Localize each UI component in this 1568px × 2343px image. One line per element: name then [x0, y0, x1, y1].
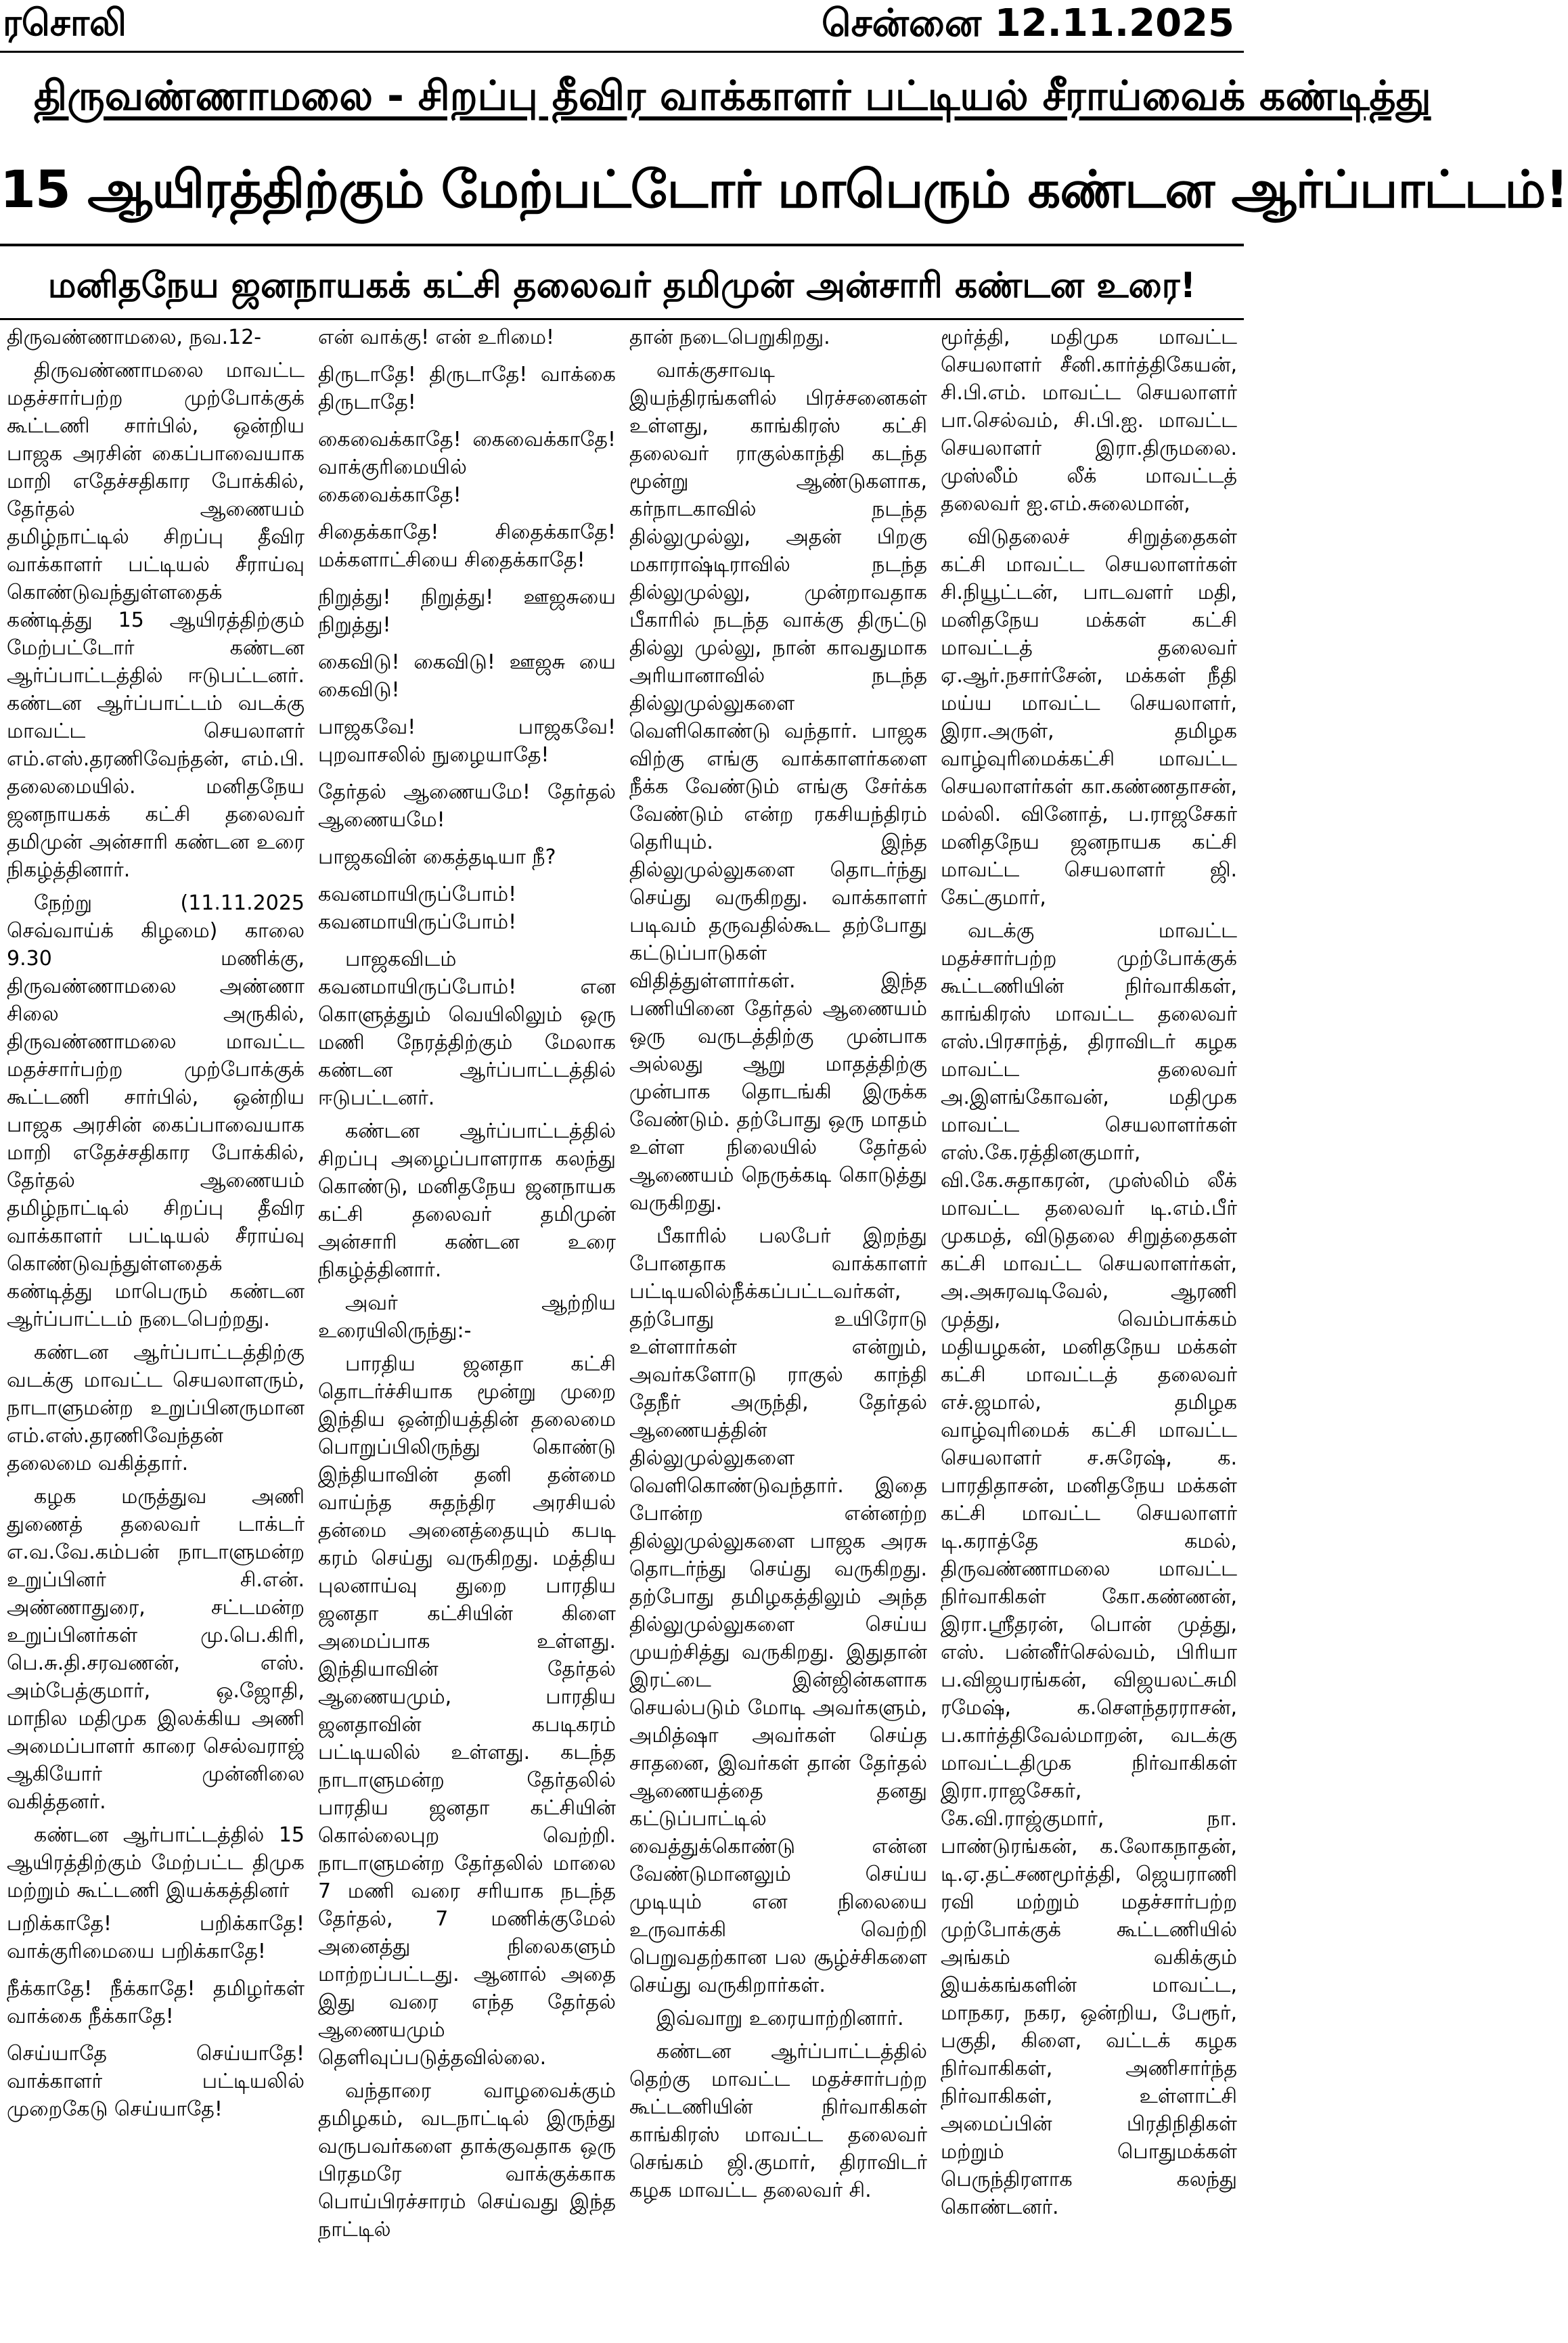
article-paragraph: நேற்று (11.11.2025 செவ்வாய்க் கிழமை) காலை 9.30 மணிக்கு, திருவண்ணாமலை அண்ணா சிலை அருகில், திருவண்ணாமலை மாவட்ட மதச்சார்பற்ற முற்போக்குக் கூட்டணி சார்பில், ஒன்றிய பாஜக அரசின் கைப்பாவையாக மாறி எதேச்சதிகார போக்கில், தேர்தல் ஆணையம் தமிழ்நாட்டில் சிறப்பு தீவிர வாக்காளர் பட்டியல் சீராய்வு கொண்டுவந்துள்ளதைக் கண்டித்து மாபெரும் கண்டன ஆர்ப்பாட்டம் நடைபெற்றது.	[7, 891, 305, 1331]
slogan: செய்யாதே செய்யாதே! வாக்காளர் பட்டியலில் முறைகேடு செய்யாதே!	[7, 2042, 305, 2121]
kicker-headline: திருவண்ணாமலை - சிறப்பு தீவிர வாக்காளர் பட்டியல் சீராய்வைக் கண்டித்து	[34, 72, 1431, 120]
slogan: பறிக்காதே! பறிக்காதே! வாக்குரிமையை பறிக்காதே!	[7, 1912, 305, 1963]
article-paragraph: வடக்கு மாவட்ட மதச்சார்பற்ற முற்போக்குக் கூட்டணியின் நிர்வாகிகள், காங்கிரஸ் மாவட்ட தலைவர் எஸ்.பிரசாந்த், திராவிடர் கழக மாவட்ட தலைவர் அ.இளங்கோவன், மதிமுக மாவட்ட செயலாளர்கள் எஸ்.கே.ரத்தினகுமார், வி.கே.சுதாகரன், முஸ்லிம் லீக் மாவட்ட தலைவர் டி.எம்.பீர் முகமத், விடுதலை சிறுத்தைகள் கட்சி மாவட்ட செயலாளர்கள், அ.அசுரவடிவேல், ஆரணி முத்து, வெம்பாக்கம் மதியழகன், மனிதநேய மக்கள் கட்சி மாவட்டத் தலைவர் எச்.ஜமால், தமிழக வாழ்வுரிமைக் கட்சி மாவட்ட செயலாளர் ச.சுரேஷ், க. பாரதிதாசன், மனிதநேய மக்கள் கட்சி மாவட்ட செயலாளர் டி.கராத்தே கமல், திருவண்ணாமலை மாவட்ட நிர்வாகிகள் கோ.கண்ணன், இரா.ஸ்ரீதரன், பொன் முத்து, எஸ். பன்னீர்செல்வம், பிரியா ப.விஜயரங்கன், விஜயலட்சுமி ரமேஷ், க.சௌந்தரராசன், ப.கார்த்திவேல்மாறன், வடக்கு மாவட்டதிமுக நிர்வாகிகள் இரா.ராஜசேகர், கே.வி.ராஜ்குமார், நா. பாண்டுரங்கன், க.லோகநாதன், டி.ஏ.தட்சணமூர்த்தி, ஜெயராணி ரவி மற்றும் மதச்சார்பற்ற முற்போக்குக் கூட்டணியில் அங்கம் வகிக்கும் இயக்கங்களின் மாவட்ட, மாநகர, நகர, ஒன்றிய, பேரூர், பகுதி, கிளை, வட்டக் கழக நிர்வாகிகள், அணிசார்ந்த நிர்வாகிகள், உள்ளாட்சி அமைப்பின் பிரதிநிதிகள் மற்றும் பொதுமக்கள் பெருந்திரளாக கலந்து கொண்டனர்.	[941, 919, 1237, 2219]
slogan: தேர்தல் ஆணையமே! தேர்தல் ஆணையமே!	[318, 780, 616, 832]
slogan: நிறுத்து! நிறுத்து! ஊஜசுயை நிறுத்து!	[318, 585, 616, 637]
subhead-rule	[0, 318, 1244, 320]
slogan: பாஜகவின் கைத்தடியா நீ?	[318, 845, 556, 869]
article-body	[0, 323, 1244, 2340]
headline-rule	[0, 244, 1244, 246]
article-paragraph: கண்டன ஆர்ப்பாட்டத்தில் சிறப்பு அழைப்பாளராக கலந்து கொண்டு, மனிதநேய ஜனநாயக கட்சி தலைவர் தமிமுன் அன்சாரி கண்டன உரை நிகழ்த்தினார்.	[318, 1119, 616, 1282]
article-paragraph: தான் நடைபெறுகிறது.	[629, 326, 830, 349]
article-paragraph: விடுதலைச் சிறுத்தைகள் கட்சி மாவட்ட செயலாளர்கள் சி.நியூட்டன், பாடவளர் மதி, மனிதநேய மக்கள் கட்சி மாவட்டத் தலைவர் ஏ.ஆர்.நசார்சேன், மக்கள் நீதி மய்ய மாவட்ட செயலாளர், இரா.அருள், தமிழக வாழ்வுரிமைக்கட்சி மாவட்ட செயலாளர்கள் கா.கண்ணதாசன், மல்லி. வினோத், ப.ராஜசேகர் மனிதநேய ஜனநாயக கட்சி மாவட்ட செயலாளர் ஜி. கேட்குமார்,	[941, 525, 1237, 910]
slogan: கைவைக்காதே! கைவைக்காதே! வாக்குரிமையில் கைவைக்காதே!	[318, 428, 616, 507]
slogan: நீக்காதே! நீக்காதே! தமிழர்கள் வாக்கை நீக்காதே!	[7, 1977, 305, 2028]
article-paragraph: வாக்குசாவடி இயந்திரங்களில் பிரச்சனைகள் உள்ளது, காங்கிரஸ் கட்சி தலைவர் ராகுல்காந்தி கடந்த மூன்று ஆண்டுகளாக, கர்நாடகாவில் நடந்த தில்லுமுல்லு, அதன் பிறகு மகாராஷ்டிராவில் நடந்த தில்லுமுல்லு, முன்றாவதாக பீகாரில் நடந்த வாக்கு திருட்டு தில்லு முல்லு, நான் காவதுமாக அரியானாவில் நடந்த தில்லுமுல்லுகளை வெளிகொண்டு வந்தார். பாஜக விற்கு எங்கு வாக்காளர்களை நீக்க வேண்டும் எங்கு சேர்க்க வேண்டும் என்ற ரகசியந்திரம் தெரியும். இந்த தில்லுமுல்லுகளை தொடர்ந்து செய்து வருகிறது. வாக்காளர் படிவம் தருவதில்கூட தற்போது கட்டுப்பாடுகள் விதித்துள்ளார்கள். இந்த பணியினை தேர்தல் ஆணையம் ஒரு வருடத்திற்கு முன்பாக அல்லது ஆறு மாதத்திற்கு முன்பாக தொடங்கி இருக்க வேண்டும். தற்போது ஒரு மாதம் உள்ள நிலையில் தேர்தல் ஆணையம் நெருக்கடி கொடுத்து வருகிறது.	[629, 359, 927, 1215]
slogan: பாஜகவே! பாஜகவே! புறவாசலில் நுழையாதே!	[318, 715, 616, 767]
article-paragraph: பீகாரில் பலபேர் இறந்து போனதாக வாக்காளர் பட்டியலில்நீக்கப்பட்டவர்கள், தற்போது உயிரோடு உள்ளார்கள் என்றும், அவர்களோடு ராகுல் காந்தி தேநீர் அருந்தி, தேர்தல் ஆணையத்தின் தில்லுமுல்லுகளை வெளிகொண்டுவந்தார். இதை போன்ற என்னற்ற தில்லுமுல்லுகளை பாஜக அரசு தொடர்ந்து செய்து வருகிறது. தற்போது தமிழகத்திலும் அந்த தில்லுமுல்லுகளை செய்ய முயற்சித்து வருகிறது. இதுதான் இரட்டை இன்ஜின்களாக செயல்படும் மோடி அவர்களும், அமித்ஷா அவர்கள் செய்த சாதனை, இவர்கள் தான் தேர்தல் ஆணையத்தை தனது கட்டுப்பாட்டில் வைத்துக்கொண்டு என்ன வேண்டுமானலும் செய்ய முடியும் என நிலையை உருவாக்கி வெற்றி பெறுவதற்கான பல சூழ்ச்சிகளை செய்து வருகிறார்கள்.	[629, 1224, 927, 1997]
article-paragraph: பாரதிய ஜனதா கட்சி தொடர்ச்சியாக மூன்று முறை இந்திய ஒன்றியத்தின் தலைமை பொறுப்பிலிருந்து கொண்டு இந்தியாவின் தனி தன்மை வாய்ந்த சுதந்திர அரசியல் தன்மை அனைத்தையும் கபடி கரம் செய்து வருகிறது. மத்திய புலனாய்வு துறை பாரதிய ஜனதா கட்சியின் கிளை அமைப்பாக உள்ளது. இந்தியாவின் தேர்தல் ஆணையமும், பாரதிய ஜனதாவின் கபடிகரம் பட்டியலில் உள்ளது. கடந்த நாடாளுமன்ற தேர்தலில் பாரதிய ஜனதா கட்சியின் கொல்லைபுற வெற்றி. நாடாளுமன்ற தேர்தலில் மாலை 7 மணி வரை சரியாக நடந்த தேர்தல், 7 மணிக்குமேல் அனைத்து நிலைகளும் மாற்றப்பட்டது. ஆனால் அதை இது வரை எந்த தேர்தல் ஆணையமும் தெளிவுப்படுத்தவில்லை.	[318, 1352, 616, 2070]
slogan: கைவிடு! கைவிடு! ஊஜசு யை கைவிடு!	[318, 650, 616, 702]
masthead	[0, 0, 1244, 53]
article-paragraph: பாஜகவிடம் கவனமாயிருப்போம்! என கொளுத்தும் வெயிலிலும் ஒரு மணி நேரத்திற்கும் மேலாக கண்டன ஆர்ப்பாட்டத்தில் ஈடுபட்டனர்.	[318, 947, 616, 1110]
article-paragraph: மூர்த்தி, மதிமுக மாவட்ட செயலாளர் சீனி.கார்த்திகேயன், சி.பி.எம். மாவட்ட செயலாளர் பா.செல்வம், சி.பி.ஐ. மாவட்ட செயலாளர் இரா.திருமலை. முஸ்லீம் லீக் மாவட்டத் தலைவர் ஐ.எம்.சுலைமான்,	[941, 326, 1237, 516]
article-paragraph: கழக மருத்துவ அணி துணைத் தலைவர் டாக்டர் எ.வ.வே.கம்பன் நாடாளுமன்ற உறுப்பினர் சி.என். அண்ணாதுரை, சட்டமன்ற உறுப்பினர்கள் மு.பெ.கிரி, பெ.சு.தி.சரவணன், எஸ். அம்பேத்குமார், ஒ.ஜோதி, மாநில மதிமுக இலக்கிய அணி அமைப்பாளர் காரை செல்வராஜ் ஆகியோர் முன்னிலை வகித்தனர்.	[7, 1485, 305, 1814]
subheadline: மனிதநேய ஜனநாயகக் கட்சி தலைவர் தமிமுன் அன்சாரி கண்டன உரை!	[47, 265, 1196, 306]
main-headline: 15 ஆயிரத்திற்கும் மேற்பட்டோர் மாபெரும் கண்டன ஆர்ப்பாட்டம்!	[0, 159, 1568, 219]
article-paragraph: திருவண்ணாமலை மாவட்ட மதச்சார்பற்ற முற்போக்குக் கூட்டணி சார்பில், ஒன்றிய பாஜக அரசின் கைப்பாவையாக மாறி எதேச்சதிகார போக்கில், தேர்தல் ஆணையம் தமிழ்நாட்டில் சிறப்பு தீவிர வாக்காளர் பட்டியல் சீராய்வு கொண்டுவந்துள்ளதைக் கண்டித்து 15 ஆயிரத்திற்கும் மேற்பட்டோர் கண்டன ஆர்ப்பாட்டத்தில் ஈடுபட்டனர். கண்டன ஆர்ப்பாட்டம் வடக்கு மாவட்ட செயலாளர் எம்.எஸ்.தரணிவேந்தன், எம்.பி. தலைமையில். மனிதநேய ஜனநாயகக் கட்சி தலைவர் தமிமுன் அன்சாரி கண்டன உரை நிகழ்த்தினார்.	[7, 359, 305, 882]
article-paragraph: அவர் ஆற்றிய உரையிலிருந்து:-	[318, 1291, 616, 1343]
slogan: சிதைக்காதே! சிதைக்காதே! மக்களாட்சியை சிதைக்காதே!	[318, 520, 616, 572]
dateline-paragraph: திருவண்ணாமலை, நவ.12-	[7, 326, 262, 349]
article-column-3	[623, 323, 934, 2340]
article-column-4	[934, 323, 1244, 2340]
article-paragraph: கண்டன ஆர்ப்பாட்டத்தில் தெற்கு மாவட்ட மதச்சார்பற்ற கூட்டணியின் நிர்வாகிகள் காங்கிரஸ் மாவட்ட தலைவர் செங்கம் ஜி.குமார், திராவிடர் கழக மாவட்ட தலைவர் சி.	[629, 2040, 927, 2202]
publication-name: ரசொலி	[3, 1, 127, 44]
article-column-2	[311, 323, 623, 2340]
article-paragraph: இவ்வாறு உரையாற்றினார்.	[656, 2007, 904, 2030]
dateline: சென்னை 12.11.2025	[822, 1, 1234, 45]
slogan: என் வாக்கு! என் உரிமை!	[318, 326, 555, 349]
article-paragraph: வந்தாரை வாழவைக்கும் தமிழகம், வடநாட்டில் இருந்து வருபவர்களை தாக்குவதாக ஒரு பிரதமரே வாக்குக்காக பொய்பிரச்சாரம் செய்வது இந்த நாட்டில்	[318, 2079, 616, 2241]
slogan: கவனமாயிருப்போம்! கவனமாயிருப்போம்!	[318, 883, 517, 934]
article-paragraph: கண்டன ஆர்ப்பாட்டத்திற்கு வடக்கு மாவட்ட செயலாளரும், நாடாளுமன்ற உறுப்பினருமான எம்.எஸ்.தரணிவேந்தன் தலைமை வகித்தார்.	[7, 1341, 305, 1475]
slogan: திருடாதே! திருடாதே! வாக்கை திருடாதே!	[318, 363, 616, 414]
article-column-1	[0, 323, 311, 2340]
article-paragraph: கண்டன ஆர்பாட்டத்தில் 15 ஆயிரத்திற்கும் மேற்பட்ட திமுக மற்றும் கூட்டணி இயக்கத்தினர்	[7, 1823, 305, 1902]
